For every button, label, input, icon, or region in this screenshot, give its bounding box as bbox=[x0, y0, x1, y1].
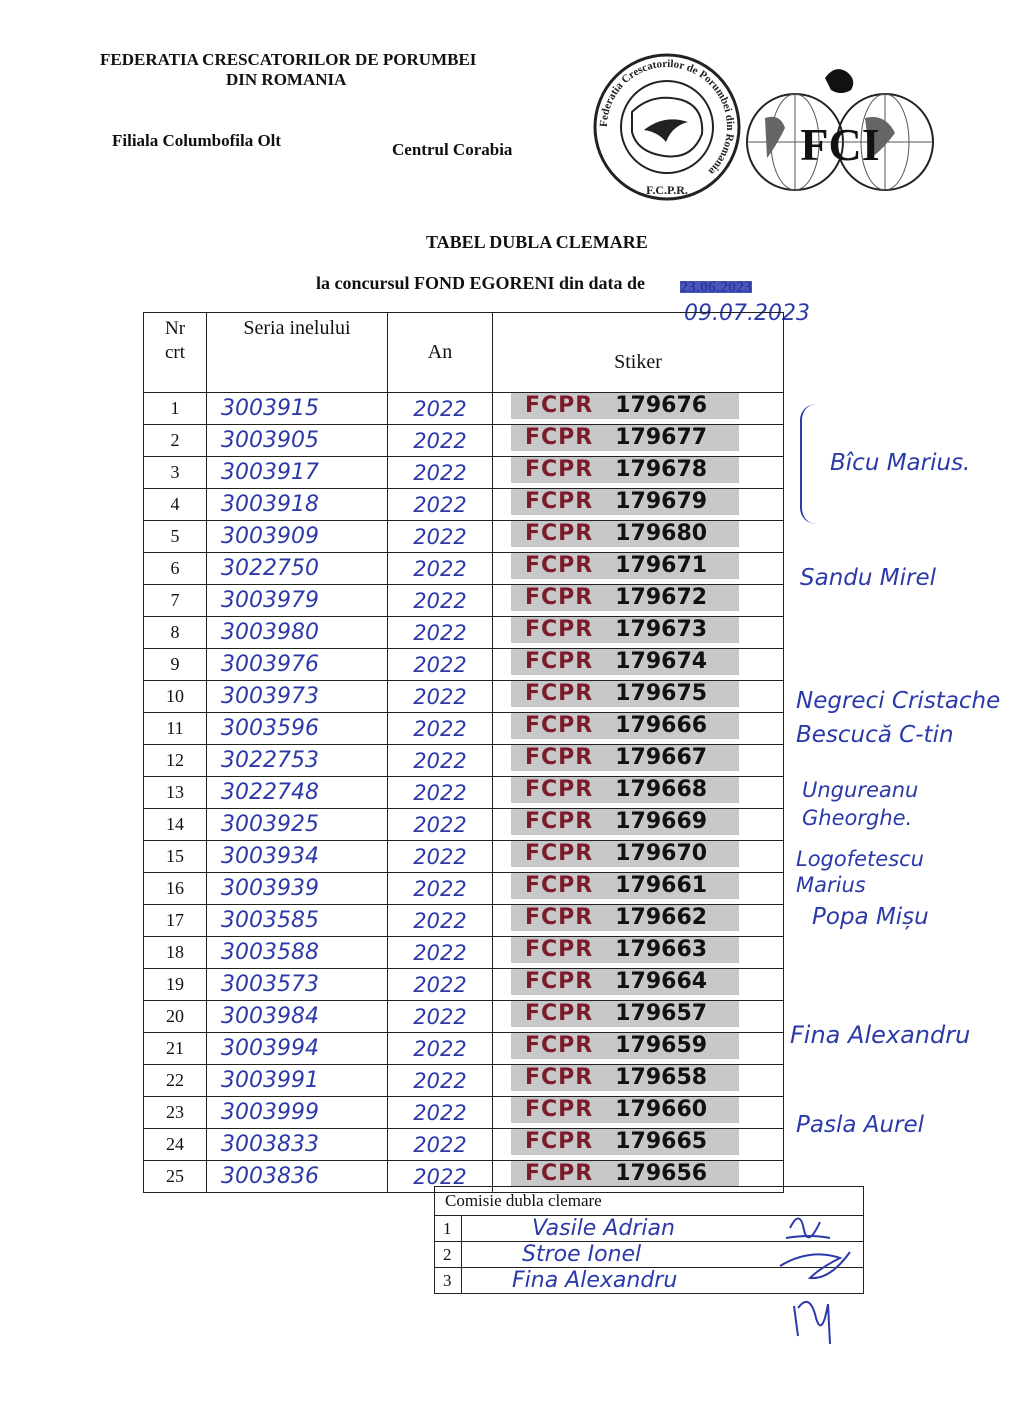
sticker-prefix: FCPR bbox=[525, 393, 594, 418]
sticker-cell bbox=[493, 1065, 784, 1097]
ring-serial: 3003917 bbox=[207, 457, 388, 489]
row-nr: 4 bbox=[144, 489, 207, 521]
sticker-number: 179667 bbox=[615, 745, 708, 770]
federation-name-line1: FEDERATIA CRESCATORILOR DE PORUMBEI bbox=[100, 50, 477, 69]
sticker-prefix: FCPR bbox=[525, 1033, 594, 1058]
ring-serial: 3003991 bbox=[207, 1065, 388, 1097]
row-nr: 6 bbox=[144, 553, 207, 585]
sticker-prefix: FCPR bbox=[525, 585, 594, 610]
ring-serial: 3003585 bbox=[207, 905, 388, 937]
sticker-prefix: FCPR bbox=[525, 841, 594, 866]
row-nr: 11 bbox=[144, 713, 207, 745]
sticker-label bbox=[511, 809, 739, 835]
sticker-number: 179665 bbox=[615, 1129, 708, 1154]
commission-member-name: Stroe Ionel bbox=[462, 1242, 864, 1268]
sticker-prefix: FCPR bbox=[525, 617, 594, 642]
ring-year: 2022 bbox=[388, 457, 493, 489]
sticker-cell bbox=[493, 841, 784, 873]
ring-serial: 3022750 bbox=[207, 553, 388, 585]
ring-year: 2022 bbox=[388, 777, 493, 809]
sticker-cell bbox=[493, 425, 784, 457]
handwritten-date: 09.07.2023 bbox=[684, 301, 810, 326]
ring-serial: 3003980 bbox=[207, 617, 388, 649]
row-nr: 3 bbox=[144, 457, 207, 489]
table-row bbox=[144, 553, 784, 585]
table-row bbox=[144, 777, 784, 809]
sticker-label bbox=[511, 393, 739, 419]
ring-year: 2022 bbox=[388, 937, 493, 969]
sticker-cell bbox=[493, 681, 784, 713]
sticker-cell bbox=[493, 1097, 784, 1129]
sticker-prefix: FCPR bbox=[525, 681, 594, 706]
header-stiker: Stiker bbox=[493, 313, 784, 393]
sticker-prefix: FCPR bbox=[525, 1097, 594, 1122]
table-header-row bbox=[144, 313, 784, 393]
ring-year: 2022 bbox=[388, 873, 493, 905]
commission-title: Comisie dubla clemare bbox=[435, 1187, 864, 1216]
ring-year: 2022 bbox=[388, 969, 493, 1001]
row-nr: 17 bbox=[144, 905, 207, 937]
sticker-number: 179664 bbox=[615, 969, 708, 994]
sticker-label bbox=[511, 521, 739, 547]
sticker-cell bbox=[493, 745, 784, 777]
sticker-label bbox=[511, 745, 739, 771]
ring-year: 2022 bbox=[388, 809, 493, 841]
sticker-label bbox=[511, 585, 739, 611]
header-nr bbox=[144, 313, 207, 393]
sticker-cell bbox=[493, 489, 784, 521]
ring-year: 2022 bbox=[388, 425, 493, 457]
table-row bbox=[144, 745, 784, 777]
table-row bbox=[144, 809, 784, 841]
bracket-mark bbox=[800, 404, 828, 524]
ring-serial: 3003934 bbox=[207, 841, 388, 873]
sticker-label bbox=[511, 873, 739, 899]
ring-year: 2022 bbox=[388, 585, 493, 617]
sticker-prefix: FCPR bbox=[525, 905, 594, 930]
table-row bbox=[144, 425, 784, 457]
sticker-label bbox=[511, 713, 739, 739]
page-title: TABEL DUBLA CLEMARE bbox=[426, 232, 648, 252]
row-nr: 10 bbox=[144, 681, 207, 713]
sticker-label bbox=[511, 1129, 739, 1155]
sticker-number: 179657 bbox=[615, 1001, 708, 1026]
row-nr: 24 bbox=[144, 1129, 207, 1161]
sticker-cell bbox=[493, 1001, 784, 1033]
table-row bbox=[144, 873, 784, 905]
ring-year: 2022 bbox=[388, 617, 493, 649]
sticker-number: 179677 bbox=[615, 425, 708, 450]
sticker-prefix: FCPR bbox=[525, 649, 594, 674]
owner-name: Bescucă C-tin bbox=[796, 722, 954, 748]
sticker-cell bbox=[493, 457, 784, 489]
owner-name: Fina Alexandru bbox=[790, 1021, 971, 1049]
table-row bbox=[144, 1129, 784, 1161]
sticker-label bbox=[511, 1065, 739, 1091]
table-row bbox=[144, 585, 784, 617]
row-nr: 2 bbox=[144, 425, 207, 457]
ring-year: 2022 bbox=[388, 393, 493, 425]
fci-logo bbox=[745, 58, 935, 198]
sticker-number: 179680 bbox=[615, 521, 708, 546]
sticker-prefix: FCPR bbox=[525, 1001, 594, 1026]
sticker-prefix: FCPR bbox=[525, 969, 594, 994]
row-nr: 8 bbox=[144, 617, 207, 649]
sticker-label bbox=[511, 1033, 739, 1059]
sticker-cell bbox=[493, 1033, 784, 1065]
sticker-cell bbox=[493, 585, 784, 617]
commission-nr: 1 bbox=[435, 1216, 462, 1242]
row-nr: 25 bbox=[144, 1161, 207, 1193]
sticker-number: 179658 bbox=[615, 1065, 708, 1090]
table-row bbox=[144, 617, 784, 649]
sticker-number: 179666 bbox=[615, 713, 708, 738]
table-row bbox=[144, 1033, 784, 1065]
owner-name: Ungureanu Gheorghe. bbox=[802, 778, 919, 830]
sticker-cell bbox=[493, 777, 784, 809]
sticker-label bbox=[511, 1161, 739, 1187]
ring-serial: 3022753 bbox=[207, 745, 388, 777]
owner-name: Sandu Mirel bbox=[800, 565, 936, 591]
ring-year: 2022 bbox=[388, 713, 493, 745]
sticker-number: 179656 bbox=[615, 1161, 708, 1186]
header-nr-text: Nr crt bbox=[164, 318, 186, 363]
commission-member-name: Fina Alexandru bbox=[462, 1268, 864, 1294]
owner-name: Bîcu Marius. bbox=[830, 450, 971, 476]
ring-serial: 3003999 bbox=[207, 1097, 388, 1129]
sticker-number: 179672 bbox=[615, 585, 708, 610]
sticker-cell bbox=[493, 969, 784, 1001]
sticker-label bbox=[511, 905, 739, 931]
ring-year: 2022 bbox=[388, 553, 493, 585]
row-nr: 19 bbox=[144, 969, 207, 1001]
ring-year: 2022 bbox=[388, 1065, 493, 1097]
fcpr-ring-text: Federatia Crescatorilor de Porumbei din Romania bbox=[597, 57, 737, 178]
ring-serial: 3003973 bbox=[207, 681, 388, 713]
sticker-label bbox=[511, 937, 739, 963]
commission-nr: 2 bbox=[435, 1242, 462, 1268]
sticker-prefix: FCPR bbox=[525, 1065, 594, 1090]
ring-serial: 3003925 bbox=[207, 809, 388, 841]
table-row bbox=[144, 489, 784, 521]
sticker-cell bbox=[493, 1129, 784, 1161]
center-name: Centrul Corabia bbox=[392, 140, 513, 159]
owner-name: Logofetescu Marius bbox=[796, 847, 924, 897]
ring-year: 2022 bbox=[388, 841, 493, 873]
date-strikeout bbox=[680, 281, 752, 293]
sticker-prefix: FCPR bbox=[525, 937, 594, 962]
sticker-label bbox=[511, 969, 739, 995]
ring-year: 2022 bbox=[388, 681, 493, 713]
sticker-prefix: FCPR bbox=[525, 745, 594, 770]
table-row bbox=[144, 393, 784, 425]
federation-name-line2: DIN ROMANIA bbox=[226, 70, 347, 89]
ring-year: 2022 bbox=[388, 489, 493, 521]
row-nr: 12 bbox=[144, 745, 207, 777]
ring-serial: 3003976 bbox=[207, 649, 388, 681]
table-row bbox=[144, 1097, 784, 1129]
sticker-cell bbox=[493, 393, 784, 425]
ring-year: 2022 bbox=[388, 1001, 493, 1033]
table-row bbox=[144, 681, 784, 713]
row-nr: 13 bbox=[144, 777, 207, 809]
ring-serial: 3003994 bbox=[207, 1033, 388, 1065]
row-nr: 9 bbox=[144, 649, 207, 681]
ring-year: 2022 bbox=[388, 521, 493, 553]
header-an: An bbox=[388, 313, 493, 393]
sticker-cell bbox=[493, 553, 784, 585]
row-nr: 20 bbox=[144, 1001, 207, 1033]
sticker-number: 179662 bbox=[615, 905, 708, 930]
ring-year: 2022 bbox=[388, 1161, 493, 1193]
ring-serial: 3003909 bbox=[207, 521, 388, 553]
row-nr: 16 bbox=[144, 873, 207, 905]
sticker-cell bbox=[493, 809, 784, 841]
ring-serial: 3003905 bbox=[207, 425, 388, 457]
table-row bbox=[144, 1065, 784, 1097]
ring-serial: 3003596 bbox=[207, 713, 388, 745]
owner-name: Negreci Cristache bbox=[796, 688, 1001, 714]
fcpr-abbr: F.C.P.R. bbox=[646, 183, 688, 197]
table-row bbox=[144, 969, 784, 1001]
sticker-label bbox=[511, 425, 739, 451]
sticker-label bbox=[511, 681, 739, 707]
sticker-number: 179673 bbox=[615, 617, 708, 642]
fcpr-logo bbox=[592, 52, 742, 202]
sticker-number: 179674 bbox=[615, 649, 708, 674]
table-row bbox=[144, 521, 784, 553]
owner-name: Popa Mișu bbox=[812, 904, 929, 930]
row-nr: 15 bbox=[144, 841, 207, 873]
sticker-cell bbox=[493, 713, 784, 745]
table-row bbox=[144, 649, 784, 681]
sticker-cell bbox=[493, 937, 784, 969]
ring-serial: 3003836 bbox=[207, 1161, 388, 1193]
row-nr: 7 bbox=[144, 585, 207, 617]
table-row bbox=[144, 457, 784, 489]
sticker-label bbox=[511, 553, 739, 579]
sticker-prefix: FCPR bbox=[525, 489, 594, 514]
row-nr: 1 bbox=[144, 393, 207, 425]
sticker-number: 179663 bbox=[615, 937, 708, 962]
row-nr: 18 bbox=[144, 937, 207, 969]
ring-serial: 3003984 bbox=[207, 1001, 388, 1033]
sticker-number: 179676 bbox=[615, 393, 708, 418]
signatures bbox=[770, 1208, 870, 1353]
sticker-prefix: FCPR bbox=[525, 521, 594, 546]
ring-serial: 3003939 bbox=[207, 873, 388, 905]
header-serie: Seria inelului bbox=[207, 313, 388, 393]
ring-serial: 3003833 bbox=[207, 1129, 388, 1161]
ring-serial: 3022748 bbox=[207, 777, 388, 809]
table-row bbox=[144, 713, 784, 745]
sticker-label bbox=[511, 1097, 739, 1123]
sticker-number: 179660 bbox=[615, 1097, 708, 1122]
sticker-number: 179659 bbox=[615, 1033, 708, 1058]
sticker-label bbox=[511, 489, 739, 515]
sticker-cell bbox=[493, 521, 784, 553]
sticker-number: 179679 bbox=[615, 489, 708, 514]
row-nr: 23 bbox=[144, 1097, 207, 1129]
sticker-prefix: FCPR bbox=[525, 553, 594, 578]
ring-year: 2022 bbox=[388, 905, 493, 937]
sticker-number: 179661 bbox=[615, 873, 708, 898]
ring-serial: 3003588 bbox=[207, 937, 388, 969]
ring-year: 2022 bbox=[388, 1129, 493, 1161]
ring-year: 2022 bbox=[388, 1097, 493, 1129]
row-nr: 21 bbox=[144, 1033, 207, 1065]
crossed-date bbox=[680, 279, 752, 297]
ring-year: 2022 bbox=[388, 745, 493, 777]
ring-serial: 3003573 bbox=[207, 969, 388, 1001]
sticker-number: 179668 bbox=[615, 777, 708, 802]
sticker-cell bbox=[493, 905, 784, 937]
sticker-prefix: FCPR bbox=[525, 873, 594, 898]
sticker-cell bbox=[493, 873, 784, 905]
commission-nr: 3 bbox=[435, 1268, 462, 1294]
sticker-prefix: FCPR bbox=[525, 1129, 594, 1154]
ring-serial: 3003915 bbox=[207, 393, 388, 425]
sticker-cell bbox=[493, 649, 784, 681]
sticker-number: 179675 bbox=[615, 681, 708, 706]
ring-year: 2022 bbox=[388, 649, 493, 681]
table-row bbox=[144, 1001, 784, 1033]
row-nr: 14 bbox=[144, 809, 207, 841]
owner-name: Pasla Aurel bbox=[796, 1112, 925, 1138]
sticker-number: 179669 bbox=[615, 809, 708, 834]
sticker-prefix: FCPR bbox=[525, 713, 594, 738]
svg-text:Federatia Crescatorilor de Por bbox=[598, 58, 736, 178]
sticker-prefix: FCPR bbox=[525, 1161, 594, 1186]
sticker-number: 179678 bbox=[615, 457, 708, 482]
row-nr: 5 bbox=[144, 521, 207, 553]
table-row bbox=[144, 937, 784, 969]
row-nr: 22 bbox=[144, 1065, 207, 1097]
ring-serial: 3003918 bbox=[207, 489, 388, 521]
sticker-label bbox=[511, 457, 739, 483]
table-row bbox=[144, 841, 784, 873]
sticker-prefix: FCPR bbox=[525, 457, 594, 482]
ring-serial: 3003979 bbox=[207, 585, 388, 617]
commission-member-name: Vasile Adrian bbox=[462, 1216, 864, 1242]
sticker-label bbox=[511, 649, 739, 675]
ring-year: 2022 bbox=[388, 1033, 493, 1065]
sticker-label bbox=[511, 1001, 739, 1027]
fci-letters: FCI bbox=[800, 119, 880, 170]
sticker-prefix: FCPR bbox=[525, 809, 594, 834]
sticker-prefix: FCPR bbox=[525, 777, 594, 802]
subtitle: la concursul FOND EGORENI din data de bbox=[316, 273, 646, 293]
sticker-label bbox=[511, 617, 739, 643]
sticker-label bbox=[511, 777, 739, 803]
sticker-prefix: FCPR bbox=[525, 425, 594, 450]
sticker-number: 179671 bbox=[615, 553, 708, 578]
table-row bbox=[144, 905, 784, 937]
sticker-cell bbox=[493, 617, 784, 649]
sticker-label bbox=[511, 841, 739, 867]
clamp-table bbox=[143, 312, 784, 1193]
branch-name: Filiala Columbofila Olt bbox=[112, 131, 282, 150]
sticker-number: 179670 bbox=[615, 841, 708, 866]
